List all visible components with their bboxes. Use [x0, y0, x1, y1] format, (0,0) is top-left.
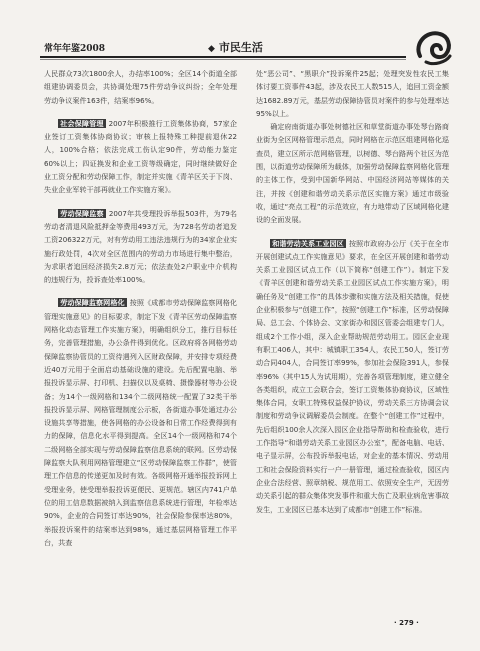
section-paragraph	[44, 207, 237, 287]
section-paragraph	[44, 296, 237, 549]
yearbook-title: 常年年鉴2008	[44, 44, 106, 54]
right-intro-paragraph: 处“恶公司”、“黑职介”投诉案件25起；处理突发性农民工集体讨要工资事件43起，涉及农民工人数515人，追回工资金额达1682.89万元，基层劳动保障协管员对案件的参与处理率达95%以上。	[256, 69, 449, 118]
section-title-text: 市民生活	[218, 41, 263, 54]
header-rule-thin	[40, 59, 406, 60]
section-title	[208, 39, 263, 55]
section-body: 按照《成都市劳动保障监察网格化管理实施意见》的目标要求，制定下发《青羊区劳动保障监察网格化动态管理工作实施方案》，明确组织分工，推行目标任务，完善管理措施，办公条件得到优化。区政府将各网格劳动保障监察协管员的工资待遇列入区财政保障，并安排专项经费近40万元用于全面启动基础设施的建设。先后配置电脑、举报投诉显示屏、打印机、扫描仪以及桌椅、摄像器材等办公设备；为14个一级网格和134个二级网格统一配置了32类干举报投诉显示屏、网格管理制度公示板，各街道办事处通过办公设施共享等措施，使各网格的办公设备和日常工作经费得到有力的保障，信息化水平得到提高。全区14个一级网格和74个二级网格全部实现与劳动保障监察信息系统的联网。区劳动保障监察大队利用网格管理建立“区劳动保障监察工作群”，使管理工作信息的传递更加及时有效。各级网格开通举报投诉网上受理业务，使受理举报投诉更便民、更规范。辖区内741户单位的用工信息数据被纳入到监察信息系统进行管理，年检率达90%，企业的合同签订率达90%，社会保险参保率达80%，举报投诉案件的结案率达到98%，通过基层网格管理工作平台，共查	[44, 298, 238, 547]
right-column	[256, 67, 449, 516]
left-intro-paragraph: 人民群众73次1800余人，办结率100%；全区14个街道全部组建协调委员会，共协调处理75件劳动争议纠纷；全年处理劳动争议案件163件，结案率96%。	[44, 69, 237, 105]
section-body: 2007年共受理投诉举报503件，为79名劳动者清退风险抵押金等费用493万元，为728名劳动者追发工资206322万元，对有劳动用工违法违规行为的34家企业实施行政处罚，4次对全区范围内的劳动力市场进行集中整治，为求职者追回经济损失2.8万元；依法查处2户职业中介机构的违规行为，投诉查处率100%。	[44, 208, 238, 285]
section-heading: 社会保障管理	[60, 118, 104, 128]
header-rule	[40, 56, 406, 58]
section-paragraph	[256, 237, 449, 516]
section-heading: 和谐劳动关系工业园区	[272, 238, 344, 248]
page-header	[0, 0, 480, 58]
section-body: 2007年积极推行工资集体协商，57家企业签订工资集体协商协议；审核上报特殊工种提前退休22人，100%合格；依法完成工伤认定90件，劳动能力鉴定60%以上；四证换发和企业工资等级确定，同时继续做好企业工资分配和劳动保障工作，制定并实施《青羊区关于下岗、失业企业军转干部再就业工作实施方案》。	[44, 118, 237, 195]
swirl-logo-icon	[412, 26, 454, 68]
section-heading: 劳动保障监察	[60, 208, 104, 218]
page-number: · 279 ·	[394, 619, 419, 627]
diamond-icon: ◆	[208, 44, 215, 54]
section-heading: 劳动保障监察网格化	[60, 298, 125, 308]
left-column	[44, 67, 237, 549]
section-body: 按照市政府办公厅《关于在全市开展创建试点工作实施意见》要求，在全区开展创建和谐劳动关系工业园区试点工作（以下简称“创建工作”）。制定下发《青羊区创建和谐劳动关系工业园区试点工作实施方案》，明确任务及“创建工作”的具体步骤和实施方法及相关措施，促使企业积极参与“创建工作”，按照“创建工作”标准，区劳动保障局、总工会、个体协会、文家街办和园区管委会组建专门人，组成2个工作小组，深入企业帮助规范劳动用工。园区企业现有职工406人，其中：城镇职工354人，农民工50人，签订劳动合同404人，合同签订率99%，参加社会保险391人，参保率96%（其中15人为试用期），完善各项管理制度，建立健全各类组织，成立工会联合会，签订工资集体协商协议，区域性集体合同，女职工特殊权益保护协议，劳动关系三方协调会议制度和劳动争议调解委员会制度。在整个“创建工作”过程中，先后组织100余人次深入园区企业指导帮助和检查验收，进行工作指导“和谐劳动关系工业园区办公室”，配备电脑、电话、电子显示屏，公布投诉举报电话，对企业的基本情况、劳动用工和社会保险资料实行一户一册管理，通过检查验收，园区内企业合法经营、照章纳税、规范用工、依照安全生产，无因劳动关系引起的群众集体突发事件和重大伤亡及职业病危害事故发生，工业园区已基本达到了成都市“创建工作”标准。	[256, 238, 450, 514]
section-paragraph	[44, 117, 237, 197]
body-paragraph: 确定府南街道办事处树德社区和草堂街道办事处琴台路商业街为全区网格管理示范点，同时网格在示范区组建网格化巡查员，建立区所示范网格管理，以树德、琴台路两个社区为范围，以街道劳动保障所为载体，加强劳动保障监察网格化管理的主体工作，受到中国新华网站、中国经济网站等媒体的关注，并按《创建和谐劳动关系示范区实施方案》通过市级验收，通过“亮点工程”的示范效应，有力地带动了区域网格化建设的全面发展。	[256, 122, 449, 225]
